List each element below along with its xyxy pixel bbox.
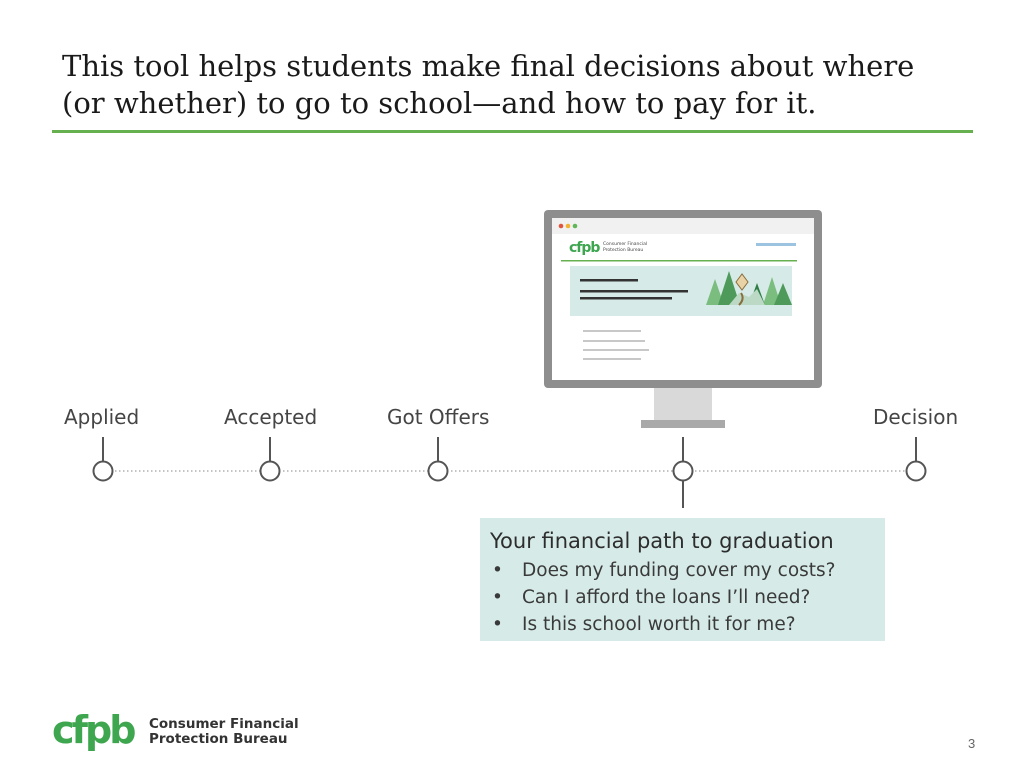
page-number: 3	[968, 736, 976, 751]
cfpb-logo-mark: cfpb	[52, 708, 134, 752]
browser-minimize-dot	[566, 224, 571, 229]
callout-question-item: • Can I afford the loans I’ll need?	[490, 584, 875, 611]
cfpb-logo-line-2: Protection Bureau	[149, 731, 288, 747]
slide-title-line-1: This tool helps students make final decisions about where	[62, 49, 915, 83]
stage-label-decision: Decision	[873, 405, 959, 429]
callout-question-list	[490, 557, 875, 638]
callout-heading: Your financial path to graduation	[490, 529, 834, 553]
stage-label-accepted: Accepted	[224, 405, 318, 429]
timeline-node-decision	[907, 437, 926, 481]
screen-hero-line	[580, 290, 688, 293]
callout-question-item: • Is this school worth it for me?	[490, 611, 875, 638]
browser-close-dot	[559, 224, 564, 229]
cfpb-logo-line-1: Consumer Financial	[149, 716, 299, 732]
timeline-node-accepted	[261, 437, 280, 481]
screen-logo-mark: cfpb	[569, 240, 600, 256]
title-divider	[52, 130, 973, 133]
stage-label-got-offers: Got Offers	[387, 405, 490, 429]
browser-bar	[552, 218, 814, 234]
timeline-node-applied	[94, 437, 113, 481]
screen-nav-link	[756, 243, 796, 246]
screen-header-rule	[561, 260, 797, 262]
screen-logo-line-1: Consumer Financial	[603, 242, 648, 247]
browser-maximize-dot	[573, 224, 578, 229]
callout-question-item: • Does my funding cover my costs?	[490, 557, 875, 584]
cfpb-logo-text	[149, 717, 299, 747]
monitor-stand-neck	[654, 388, 712, 420]
slide-title	[62, 48, 982, 122]
screen-content-line	[583, 340, 645, 342]
screen-content-line	[583, 330, 641, 332]
screen-hero-line	[580, 297, 672, 300]
stage-label-applied: Applied	[64, 405, 140, 429]
timeline-node-tool	[674, 437, 693, 508]
slide-title-line-2: (or whether) to go to school—and how to pay for it.	[62, 86, 817, 120]
monitor-stand-base	[641, 420, 725, 428]
computer-monitor-illustration	[543, 209, 823, 431]
screen-logo-line-2: Protection Bureau	[603, 248, 644, 253]
financial-path-callout	[480, 518, 885, 641]
screen-content-line	[583, 358, 641, 360]
screen-content-line	[583, 349, 649, 351]
timeline-node-got-offers	[429, 437, 448, 481]
screen-hero-line	[580, 279, 638, 282]
